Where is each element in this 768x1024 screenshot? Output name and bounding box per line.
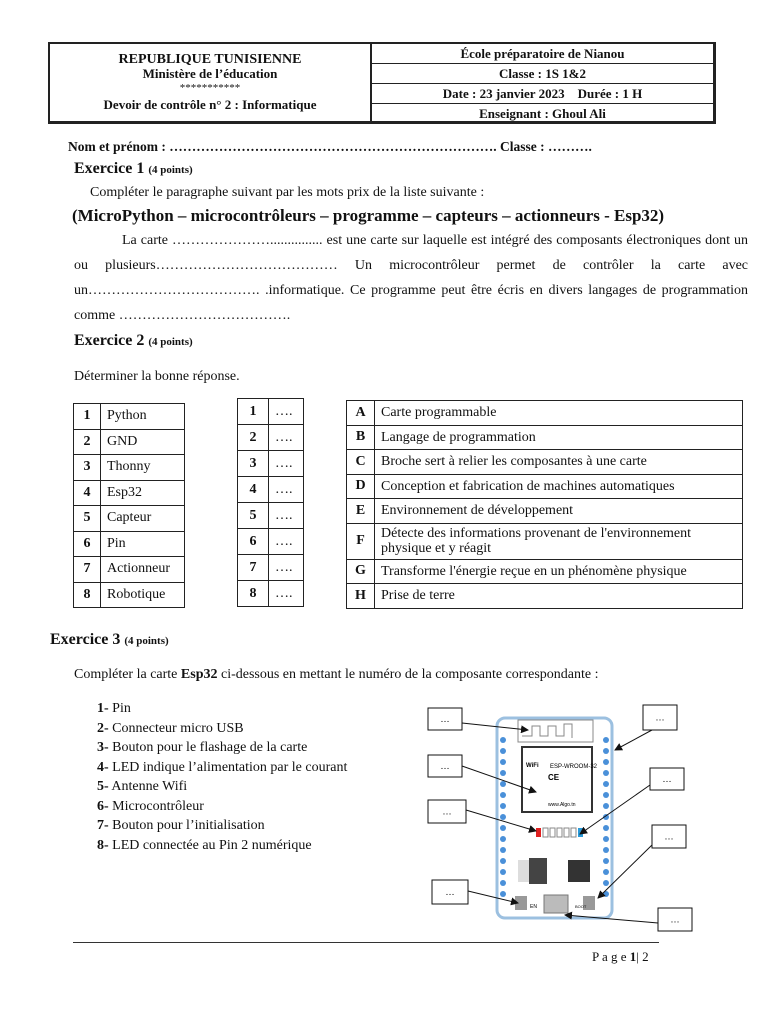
answers-table — [237, 398, 304, 607]
row-key: 8 — [238, 581, 269, 607]
pin — [500, 814, 506, 820]
module-label: ESP-WROOM-32 — [550, 764, 598, 770]
component-item: 6- Microcontrôleur — [97, 798, 204, 814]
exam-title: Devoir de contrôle n° 2 : Informatique — [103, 97, 317, 112]
ex3-title: Exercice 3 (4 points) — [50, 631, 169, 648]
term-row — [74, 429, 185, 455]
row-value: Actionneur — [101, 557, 185, 583]
page-number: P a g e 1| 2 — [592, 949, 649, 964]
answer-box[interactable] — [650, 768, 684, 790]
definition-row — [347, 401, 743, 426]
definition-row — [347, 584, 743, 609]
row-value: Carte programmable — [375, 401, 743, 426]
answer-row[interactable] — [238, 425, 304, 451]
school: École préparatoire de Nianou — [372, 44, 713, 64]
row-value: Détecte des informations provenant de l'environnement physique et y réagit — [375, 523, 743, 559]
pin — [603, 869, 609, 875]
svg-text:…: … — [670, 914, 680, 925]
svg-text:…: … — [445, 887, 455, 897]
footer-rule — [73, 942, 659, 943]
pin — [603, 759, 609, 765]
row-value: Broche sert à relier les composantes à une carte — [375, 450, 743, 475]
header-left — [50, 44, 372, 121]
pin — [603, 858, 609, 864]
component-item: 5- Antenne Wifi — [97, 779, 188, 794]
answer-row[interactable] — [238, 503, 304, 529]
row-value[interactable]: …. — [269, 451, 304, 477]
row-key: 3 — [74, 455, 101, 481]
row-value: Pin — [101, 531, 185, 557]
term-row — [74, 480, 185, 506]
pin — [603, 792, 609, 798]
pin — [500, 825, 506, 831]
pin — [500, 836, 506, 842]
class: Classe : 1S 1&2 — [372, 64, 713, 84]
svg-text:CE: CE — [548, 773, 560, 782]
term-row — [74, 531, 185, 557]
row-key: A — [347, 401, 375, 426]
component-item: 1- Pin — [97, 701, 131, 716]
row-key: 5 — [74, 506, 101, 532]
row-value[interactable]: …. — [269, 477, 304, 503]
ex3-instruction: Compléter la carte Esp32 ci-dessous en mettant le numéro de la composante correspondante : — [74, 667, 599, 682]
component-item: 7- Bouton pour l’initialisation — [97, 818, 265, 833]
pin — [500, 781, 506, 787]
pin — [603, 748, 609, 754]
power-led — [536, 828, 541, 837]
row-key: F — [347, 523, 375, 559]
row-key: 7 — [238, 555, 269, 581]
pin — [500, 737, 506, 743]
row-key: 1 — [74, 404, 101, 430]
pin — [500, 858, 506, 864]
ex1-paragraph[interactable]: La carte …………………............... est une carte sur laquelle est intégré des composants électroniques dont un ou plusieurs………………………………… Un microcontrôleur permet de contrôler la carte avec un………………………………. .informatique. Ce programme peut être écris en divers langages de programmation comme ………………………………. — [74, 233, 748, 323]
definition-row — [347, 523, 743, 559]
pin — [603, 836, 609, 842]
pin — [603, 880, 609, 886]
answer-box[interactable] — [428, 800, 466, 823]
row-key: H — [347, 584, 375, 609]
teacher: Enseignant : Ghoul Ali — [479, 106, 606, 121]
svg-text:…: … — [442, 806, 452, 817]
definition-row — [347, 559, 743, 584]
row-value[interactable]: …. — [269, 503, 304, 529]
row-key: 5 — [238, 503, 269, 529]
row-key: 2 — [238, 425, 269, 451]
row-value: Environnement de développement — [375, 499, 743, 524]
row-key: E — [347, 499, 375, 524]
date-duration — [372, 84, 713, 104]
pin — [500, 803, 506, 809]
svg-text:BOOT: BOOT — [575, 904, 587, 909]
answer-row[interactable] — [238, 529, 304, 555]
component-item: 3- Bouton pour le flashage de la carte — [97, 740, 308, 755]
answer-box[interactable] — [428, 755, 462, 777]
micro-usb-connector — [544, 895, 568, 913]
answer-box[interactable] — [652, 825, 686, 848]
answer-box[interactable] — [658, 908, 692, 931]
pin — [500, 792, 506, 798]
definitions-table — [346, 400, 743, 609]
header-right — [372, 44, 713, 121]
row-key: 3 — [238, 451, 269, 477]
answer-box[interactable] — [643, 705, 677, 730]
row-value[interactable]: …. — [269, 581, 304, 607]
answer-row[interactable] — [238, 399, 304, 425]
component-item: 2- Connecteur micro USB — [97, 720, 244, 736]
svg-text:…: … — [440, 761, 450, 771]
esp32-board-diagram — [420, 700, 700, 940]
svg-text:…: … — [655, 712, 665, 723]
ex2-instruction: Déterminer la bonne réponse. — [74, 369, 240, 384]
pin — [603, 803, 609, 809]
usb-chip — [568, 860, 590, 882]
country: REPUBLIQUE TUNISIENNE — [118, 52, 302, 67]
row-key: D — [347, 474, 375, 499]
row-key: 4 — [74, 480, 101, 506]
header-box — [48, 42, 716, 124]
term-row — [74, 557, 185, 583]
row-value: Langage de programmation — [375, 425, 743, 450]
svg-text:…: … — [664, 831, 674, 842]
pin — [603, 770, 609, 776]
row-value: Transforme l'énergie reçue en un phénomène physique — [375, 559, 743, 584]
row-value: Conception et fabrication de machines automatiques — [375, 474, 743, 499]
row-value[interactable]: …. — [269, 399, 304, 425]
definition-row — [347, 425, 743, 450]
row-key: 8 — [74, 582, 101, 608]
pin — [500, 759, 506, 765]
row-key: 7 — [74, 557, 101, 583]
row-value: GND — [101, 429, 185, 455]
terms-table — [73, 403, 185, 608]
row-key: B — [347, 425, 375, 450]
pin — [603, 781, 609, 787]
row-key: 6 — [238, 529, 269, 555]
row-value: Python — [101, 404, 185, 430]
row-key: G — [347, 559, 375, 584]
row-value: Thonny — [101, 455, 185, 481]
pin — [603, 737, 609, 743]
row-key: 2 — [74, 429, 101, 455]
component-item: 4- LED indique l’alimentation par le courant — [97, 759, 348, 775]
ex2-title: Exercice 2 (4 points) — [74, 332, 193, 349]
row-value[interactable]: …. — [269, 555, 304, 581]
stars: *********** — [179, 82, 241, 94]
voltage-regulator — [529, 858, 547, 884]
site-label: www.Algo.tn — [548, 802, 576, 808]
answer-row[interactable] — [238, 555, 304, 581]
component-item: 8- LED connectée au Pin 2 numérique — [97, 837, 312, 853]
duration: Durée : 1 H — [577, 86, 643, 101]
answer-box[interactable] — [432, 880, 468, 904]
answer-row[interactable] — [238, 477, 304, 503]
row-value: Robotique — [101, 582, 185, 608]
student-line[interactable]: Nom et prénom : ………………………………………………………………. Classe : ………. — [68, 139, 592, 154]
svg-text:…: … — [662, 774, 672, 784]
ministry: Ministère de l’éducation — [142, 66, 278, 81]
ex1-instruction: Compléter le paragraphe suivant par les mots prix de la liste suivante : — [90, 185, 485, 200]
pin — [603, 825, 609, 831]
pin — [500, 880, 506, 886]
definition-row — [347, 474, 743, 499]
row-value[interactable]: …. — [269, 425, 304, 451]
row-value: Esp32 — [101, 480, 185, 506]
component-list — [97, 699, 347, 855]
row-value: Capteur — [101, 506, 185, 532]
term-row — [74, 455, 185, 481]
pin — [500, 869, 506, 875]
pin — [500, 891, 506, 897]
term-row — [74, 404, 185, 430]
row-key: 6 — [74, 531, 101, 557]
pin — [500, 847, 506, 853]
date: Date : 23 janvier 2023 — [442, 86, 565, 101]
svg-text:…: … — [440, 714, 450, 724]
pin — [500, 748, 506, 754]
term-row — [74, 582, 185, 608]
ex1-title: Exercice 1 (4 points) — [74, 160, 193, 177]
answer-box[interactable] — [428, 708, 462, 730]
row-value: Prise de terre — [375, 584, 743, 609]
term-row — [74, 506, 185, 532]
row-key: 1 — [238, 399, 269, 425]
pin — [500, 770, 506, 776]
svg-text:EN: EN — [530, 904, 537, 910]
ex1-word-list: (MicroPython – microcontrôleurs – programme – capteurs – actionneurs - Esp32) — [72, 206, 665, 225]
definition-row — [347, 499, 743, 524]
answer-row[interactable] — [238, 451, 304, 477]
row-key: C — [347, 450, 375, 475]
answer-row[interactable] — [238, 581, 304, 607]
definition-row — [347, 450, 743, 475]
row-key: 4 — [238, 477, 269, 503]
wifi-logo: WiFi — [526, 763, 539, 769]
row-value[interactable]: …. — [269, 529, 304, 555]
pin — [603, 847, 609, 853]
